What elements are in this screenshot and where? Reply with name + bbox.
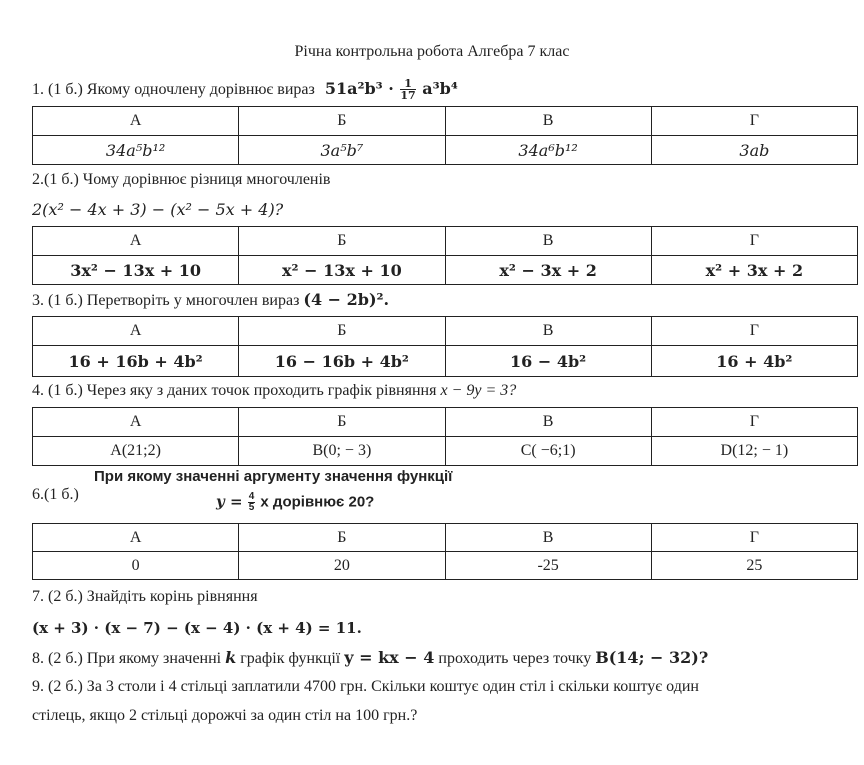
header-row <box>33 107 858 136</box>
answer-a[interactable]: 16 + 16b + 4b² <box>33 346 239 377</box>
header-v: В <box>445 524 651 552</box>
header-g: Г <box>651 524 857 552</box>
question-2-expression: 2(x² − 4x + 3) − (x² − 5x + 4)? <box>32 200 284 219</box>
question-4-expression: x − 9y = 3? <box>440 382 517 399</box>
header-v: В <box>445 408 651 437</box>
header-row <box>33 408 858 437</box>
header-v: В <box>445 227 651 256</box>
answer-row <box>33 552 858 580</box>
question-8-text-1: 8. (2 б.) При якому значенні <box>32 650 222 667</box>
header-a: А <box>33 524 239 552</box>
answer-row <box>33 346 858 377</box>
expr-part: 51a²b³ · <box>324 79 394 98</box>
question-7-expression: (x + 3) · (x − 7) − (x − 4) · (x + 4) = 11. <box>32 619 362 637</box>
header-v: В <box>445 107 651 136</box>
header-b: Б <box>239 408 445 437</box>
question-1-text: 1. (1 б.) Якому одночлену дорівнює вираз <box>32 81 315 98</box>
fraction-numerator: 4 <box>248 491 255 502</box>
answer-a[interactable]: 0 <box>33 552 239 580</box>
question-6-expression <box>216 492 374 513</box>
header-a: А <box>33 227 239 256</box>
header-b: Б <box>239 227 445 256</box>
question-7-text: 7. (2 б.) Знайдіть корінь рівняння <box>32 588 258 605</box>
header-row <box>33 524 858 552</box>
answer-row <box>33 437 858 466</box>
header-g: Г <box>651 227 857 256</box>
answer-table-3 <box>32 316 858 377</box>
answer-b[interactable]: 16 − 16b + 4b² <box>239 346 445 377</box>
header-a: А <box>33 317 239 346</box>
question-8-function: y = kx − 4 <box>344 648 435 667</box>
expr-part: y = <box>216 492 243 511</box>
header-b: Б <box>239 107 445 136</box>
question-3 <box>32 290 389 310</box>
answer-a[interactable]: 3x² − 13x + 10 <box>33 256 239 285</box>
answer-table-4 <box>32 407 858 466</box>
question-8-k: k <box>225 648 237 667</box>
fraction-denominator: 17 <box>400 89 416 102</box>
answer-v[interactable]: 16 − 4b² <box>445 346 651 377</box>
fraction-numerator: 1 <box>400 78 415 90</box>
expr-part: x дорівнює 20? <box>260 493 375 511</box>
answer-g[interactable]: 25 <box>651 552 857 580</box>
question-6-text: При якому значенні аргументу значення функції <box>94 468 453 485</box>
question-6-number: 6.(1 б.) <box>32 486 79 503</box>
answer-a[interactable]: 34a⁵b¹² <box>33 136 239 165</box>
answer-v[interactable]: 34a⁶b¹² <box>445 136 651 165</box>
question-8-text-2: графік функції <box>240 650 341 667</box>
question-9-line-2: стілець, якщо 2 стільці дорожчі за один стіл на 100 грн.? <box>32 707 418 724</box>
question-8 <box>32 648 708 668</box>
question-9-line-1: 9. (2 б.) За 3 столи і 4 стільці заплатили 4700 грн. Скільки коштує один стіл і скільки коштує один <box>32 678 699 695</box>
answer-g[interactable]: 16 + 4b² <box>651 346 857 377</box>
answer-table-6 <box>32 523 858 580</box>
header-b: Б <box>239 524 445 552</box>
answer-g[interactable]: D(12; − 1) <box>651 437 857 466</box>
header-b: Б <box>239 317 445 346</box>
answer-b[interactable]: x² − 13x + 10 <box>239 256 445 285</box>
answer-table-2 <box>32 226 858 285</box>
question-4 <box>32 382 516 400</box>
answer-row <box>33 256 858 285</box>
question-8-point: B(14; − 32)? <box>595 648 709 667</box>
answer-v[interactable]: C( −6;1) <box>445 437 651 466</box>
answer-b[interactable]: 20 <box>239 552 445 580</box>
question-3-expression: (4 − 2b)². <box>303 290 390 309</box>
answer-b[interactable]: 3a⁵b⁷ <box>239 136 445 165</box>
question-8-text-3: проходить через точку <box>438 650 592 667</box>
header-g: Г <box>651 107 857 136</box>
answer-table-1 <box>32 106 858 165</box>
question-3-text: 3. (1 б.) Перетворіть у многочлен вираз <box>32 292 300 309</box>
header-g: Г <box>651 317 857 346</box>
question-1 <box>32 78 458 101</box>
page-title: Річна контрольна робота Алгебра 7 клас <box>294 43 570 60</box>
fraction-denominator: 5 <box>248 502 255 513</box>
answer-row <box>33 136 858 165</box>
answer-g[interactable]: x² + 3x + 2 <box>651 256 857 285</box>
question-4-text: 4. (1 б.) Через яку з даних точок проходить графік рівняння <box>32 382 437 399</box>
header-row <box>33 317 858 346</box>
answer-v[interactable]: x² − 3x + 2 <box>445 256 651 285</box>
header-g: Г <box>651 408 857 437</box>
fraction <box>400 78 415 101</box>
expr-part: a³b⁴ <box>422 79 458 98</box>
answer-a[interactable]: A(21;2) <box>33 437 239 466</box>
header-a: А <box>33 408 239 437</box>
answer-v[interactable]: -25 <box>445 552 651 580</box>
question-2-text: 2.(1 б.) Чому дорівнює різниця многочленів <box>32 171 331 188</box>
header-v: В <box>445 317 651 346</box>
fraction <box>248 492 256 513</box>
header-a: А <box>33 107 239 136</box>
header-row <box>33 227 858 256</box>
question-1-expression <box>324 77 458 102</box>
answer-g[interactable]: 3ab <box>651 136 857 165</box>
answer-b[interactable]: B(0; − 3) <box>239 437 445 466</box>
